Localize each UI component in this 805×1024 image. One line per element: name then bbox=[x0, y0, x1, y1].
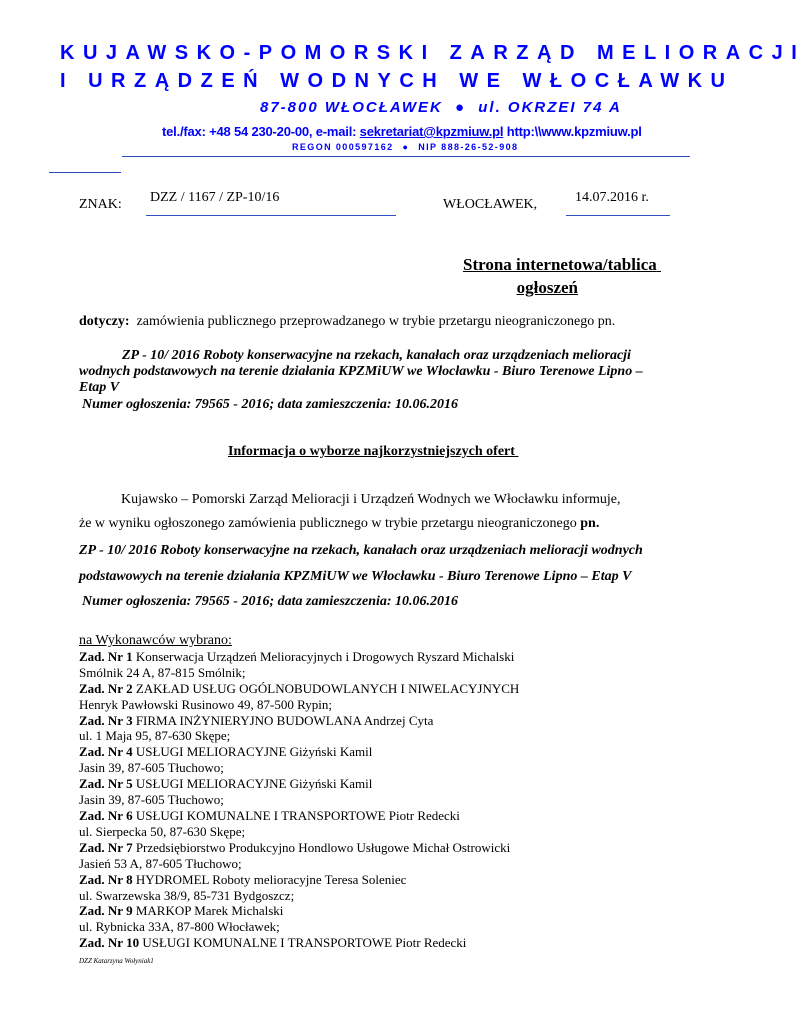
contractor-name: Zad. Nr 6 USŁUGI KOMUNALNE I TRANSPORTOWE Piotr Redecki bbox=[79, 807, 460, 823]
contractor-address: Henryk Pawłowski Rusinowo 49, 87-500 Rypin; bbox=[79, 696, 332, 712]
date-underline bbox=[566, 215, 670, 216]
contractor-name: Zad. Nr 7 Przedsiębiorstwo Produkcyjno Hondlowo Usługowe Michał Ostrowicki bbox=[79, 839, 511, 855]
document-date: 14.07.2016 r. bbox=[575, 190, 649, 205]
institution-name-line1: KUJAWSKO-POMORSKI ZARZĄD MELIORACJI bbox=[60, 42, 805, 64]
contractor-name: Zad. Nr 10 USŁUGI KOMUNALNE I TRANSPORTOWE Piotr Redecki bbox=[79, 935, 467, 951]
subject-title-line4: Numer ogłoszenia: 79565 - 2016; data zamieszczenia: 10.06.2016 bbox=[82, 397, 459, 412]
contractor-name: Zad. Nr 8 HYDROMEL Roboty melioracyjne Teresa Soleniec bbox=[79, 871, 407, 887]
addressee-line2: ogłoszeń bbox=[516, 278, 578, 297]
contractor-address: ul. Sierpecka 50, 87-630 Skępe; bbox=[79, 823, 246, 839]
contractor-name: Zad. Nr 9 MARKOP Marek Michalski bbox=[79, 903, 284, 919]
subject-title-line2: wodnych podstawowych na terenie działania KPZMiUW we Włocławku - Biuro Terenowe Lipno – bbox=[79, 364, 643, 379]
nip-number: NIP 888-26-52-908 bbox=[418, 142, 519, 152]
addressee-line1: Strona internetowa/tablica bbox=[462, 255, 657, 274]
contractor-address: Jasin 39, 87-605 Tłuchowo; bbox=[79, 792, 224, 808]
contractor-address: Jasień 53 A, 87-605 Tłuchowo; bbox=[79, 855, 242, 871]
section-title: Informacja o wyborze najkorzystniejszych ofert bbox=[228, 444, 515, 459]
institution-address bbox=[260, 99, 622, 116]
website-link[interactable]: http:\\www.kpzmiuw.pl bbox=[506, 124, 642, 139]
znak-underline bbox=[146, 215, 396, 216]
margin-mark bbox=[49, 172, 121, 173]
bullet-icon: ● bbox=[455, 99, 467, 116]
contractor-list bbox=[79, 633, 719, 951]
city-label: WŁOCŁAWEK, bbox=[443, 197, 538, 212]
body-line4: podstawowych na terenie działania KPZMiUW we Włocławku - Biuro Terenowe Lipno – Etap V bbox=[79, 569, 632, 584]
bullet-icon: ● bbox=[402, 142, 410, 152]
body-line3: ZP - 10/ 2016 Roboty konserwacyjne na rzekach, kanałach oraz urządzeniach melioracji wodnych bbox=[79, 543, 643, 558]
contractor-address: Smólnik 24 A, 87-815 Smólnik; bbox=[79, 664, 246, 680]
contractor-name: Zad. Nr 4 USŁUGI MELIORACYJNE Giżyński Kamil bbox=[79, 744, 373, 760]
contractor-name: Zad. Nr 5 USŁUGI MELIORACYJNE Giżyński Kamil bbox=[79, 776, 373, 792]
subject-text: zamówienia publicznego przeprowadzanego w trybie przetargu nieograniczonego pn. bbox=[136, 314, 616, 329]
addressee bbox=[425, 253, 661, 299]
contractor-address: ul. Swarzewska 38/9, 85-731 Bydgoszcz; bbox=[79, 887, 295, 903]
address-street: ul. OKRZEI 74 A bbox=[478, 99, 622, 116]
subject-label: dotyczy: bbox=[79, 314, 130, 329]
contractor-address: ul. 1 Maja 95, 87-630 Skępe; bbox=[79, 728, 231, 744]
body-line1: Kujawsko – Pomorski Zarząd Melioracji i Urządzeń Wodnych we Włocławku informuje, bbox=[121, 492, 621, 507]
email-link[interactable]: sekretariat@kpzmiuw.pl bbox=[359, 124, 504, 139]
contractor-name: Zad. Nr 3 FIRMA INŻYNIERYJNO BUDOWLANA Andrzej Cyta bbox=[79, 712, 434, 728]
institution-name-line2: I URZĄDZEŃ WODNYCH WE WŁOCŁAWKU bbox=[60, 70, 734, 92]
znak-value: DZZ / 1167 / ZP-10/16 bbox=[150, 190, 280, 205]
contractor-name: Zad. Nr 2 ZAKŁAD USŁUG OGÓLNOBUDOWLANYCH I NIWELACYJNYCH bbox=[79, 680, 520, 696]
contact-phone: tel./fax: +48 54 230-20-00, e-mail: bbox=[162, 124, 360, 139]
registry-line bbox=[292, 142, 518, 152]
header-divider bbox=[122, 156, 690, 157]
regon-number: REGON 000597162 bbox=[292, 142, 394, 152]
contractor-address: ul. Rybnicka 33A, 87-800 Włocławek; bbox=[79, 919, 280, 935]
list-heading: na Wykonawców wybrano: bbox=[79, 633, 232, 648]
body-line2: że w wyniku ogłoszonego zamówienia publicznego w trybie przetargu nieograniczonego pn. bbox=[79, 516, 600, 531]
body-line5: Numer ogłoszenia: 79565 - 2016; data zamieszczenia: 10.06.2016 bbox=[82, 594, 459, 609]
subject-line bbox=[79, 314, 615, 330]
znak-label: ZNAK: bbox=[79, 197, 122, 212]
contact-line bbox=[162, 124, 642, 139]
contractor-address: Jasin 39, 87-605 Tłuchowo; bbox=[79, 760, 224, 776]
address-city: 87-800 WŁOCŁAWEK bbox=[260, 99, 443, 116]
subject-title-line3: Etap V bbox=[79, 380, 120, 395]
contractor-name: Zad. Nr 1 Konserwacja Urządzeń Melioracyjnych i Drogowych Ryszard Michalski bbox=[79, 648, 515, 664]
subject-title-line1: ZP - 10/ 2016 Roboty konserwacyjne na rzekach, kanałach oraz urządzeniach melioracji bbox=[122, 348, 631, 363]
footer-note: DZZ Katarzyna Wołyniak1 bbox=[79, 957, 154, 965]
